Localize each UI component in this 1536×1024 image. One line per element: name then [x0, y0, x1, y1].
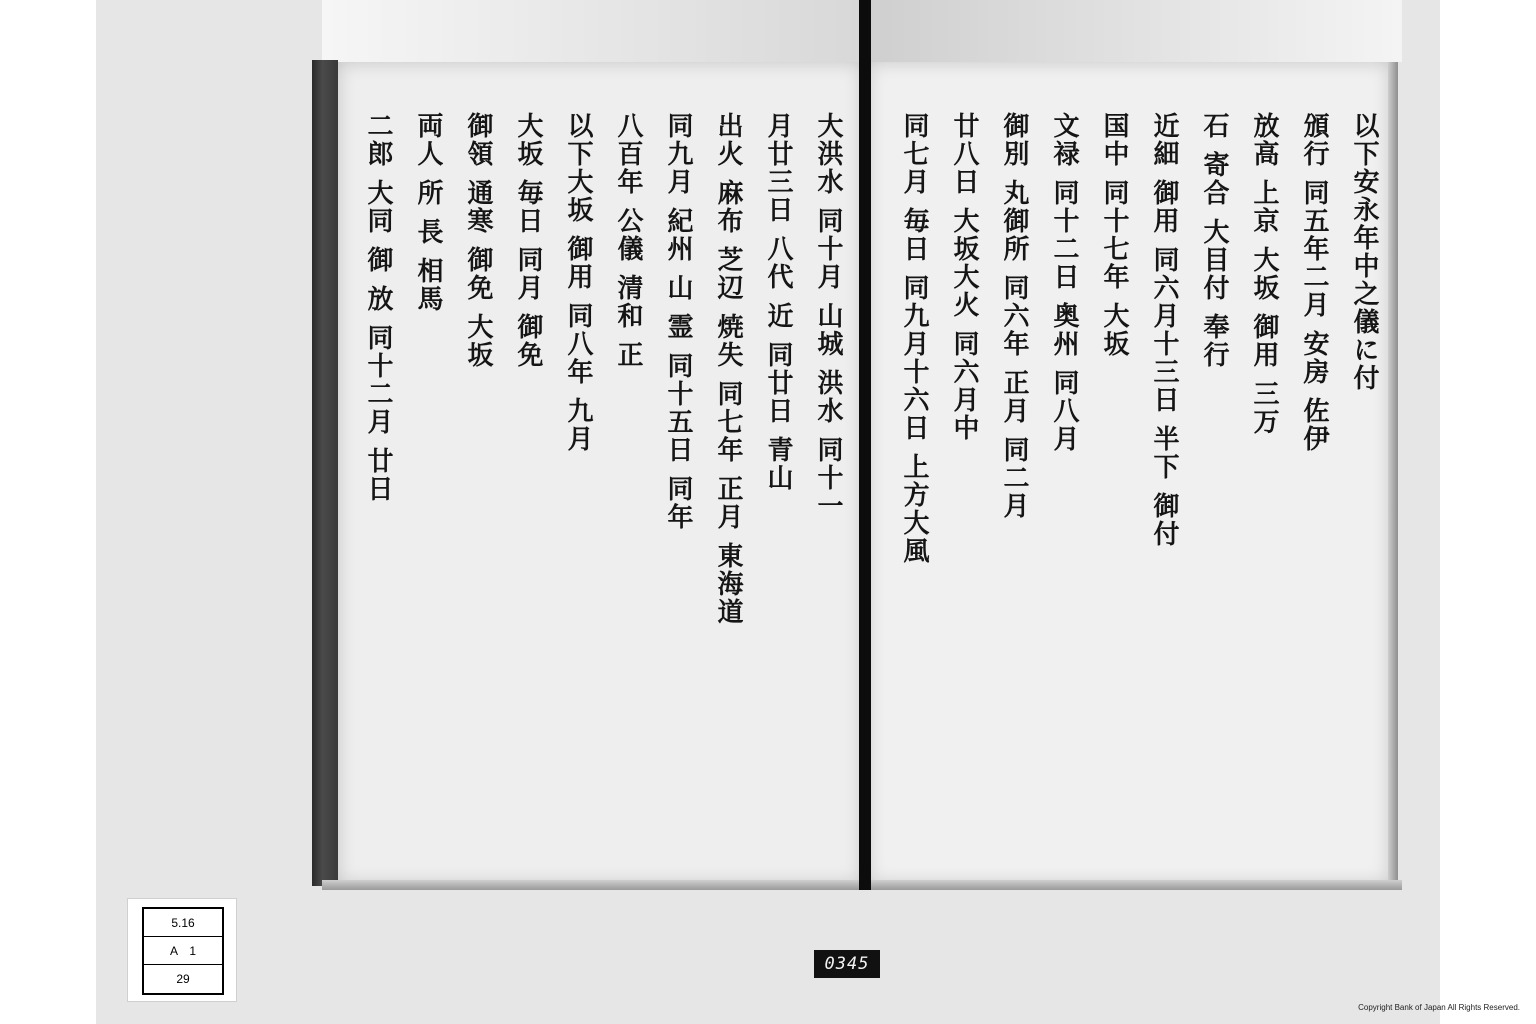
scan-margin-left: [0, 0, 96, 1024]
page-fore-edge: [1388, 62, 1398, 884]
scan-margin-right: [1440, 0, 1536, 1024]
shelf-mark-label: [127, 898, 237, 1002]
shelf-mark-line: 29: [176, 972, 190, 986]
manuscript-column: 同九月 紀州 山 霊 同十五日 同年: [663, 112, 693, 532]
manuscript-column: 同七月 毎日 同九月十六日 上方大風: [899, 112, 929, 566]
frame-number: 0345: [814, 950, 880, 978]
manuscript-column: 二郎 大同 御 放 同十二月 廿日: [363, 112, 393, 504]
book-spine-edge: [312, 60, 338, 886]
book-gutter: [859, 0, 871, 890]
manuscript-column: 両人 所 長 相馬: [413, 112, 443, 314]
manuscript-column: 以下安永年中之儀に付: [1349, 112, 1379, 392]
manuscript-column: 国中 同十七年 大坂: [1099, 112, 1129, 359]
manuscript-column: 大洪水 同十月 山城 洪水 同十一: [813, 112, 843, 521]
manuscript-column: 月廿三日 八代 近 同廿日 青山: [763, 112, 793, 493]
manuscript-column: 御別 丸御所 同六年 正月 同二月: [999, 112, 1029, 521]
manuscript-column: 放高 上京 大坂 御用 三万: [1249, 112, 1279, 437]
manuscript-column: 大坂 毎日 同月 御免: [513, 112, 543, 370]
manuscript-column: 以下大坂 御用 同八年 九月: [563, 112, 593, 454]
manuscript-column: 八百年 公儀 清和 正: [613, 112, 643, 370]
manuscript-column: 御領 通寒 御免 大坂: [463, 112, 493, 370]
shelf-mark-line: A 1: [144, 937, 222, 965]
manuscript-column: 文禄 同十二日 奥州 同八月: [1049, 112, 1079, 454]
manuscript-column: 廿八日 大坂大火 同六月中: [949, 112, 979, 443]
manuscript-column: 近細 御用 同六月十三日 半下 御付: [1149, 112, 1179, 549]
left-page-text: [358, 112, 848, 752]
copyright-notice: Copyright Bank of Japan All Rights Reserved.: [1358, 1003, 1520, 1012]
manuscript-column: 石 寄合 大目付 奉行: [1199, 112, 1229, 370]
right-page-text: [894, 112, 1384, 752]
shelf-mark-line: 5.16: [144, 909, 222, 937]
shelf-mark-box: [142, 907, 224, 995]
manuscript-column: 出火 麻布 芝辺 焼失 同七年 正月 東海道: [713, 112, 743, 627]
manuscript-column: 頒行 同五年二月 安房 佐伊: [1299, 112, 1329, 454]
